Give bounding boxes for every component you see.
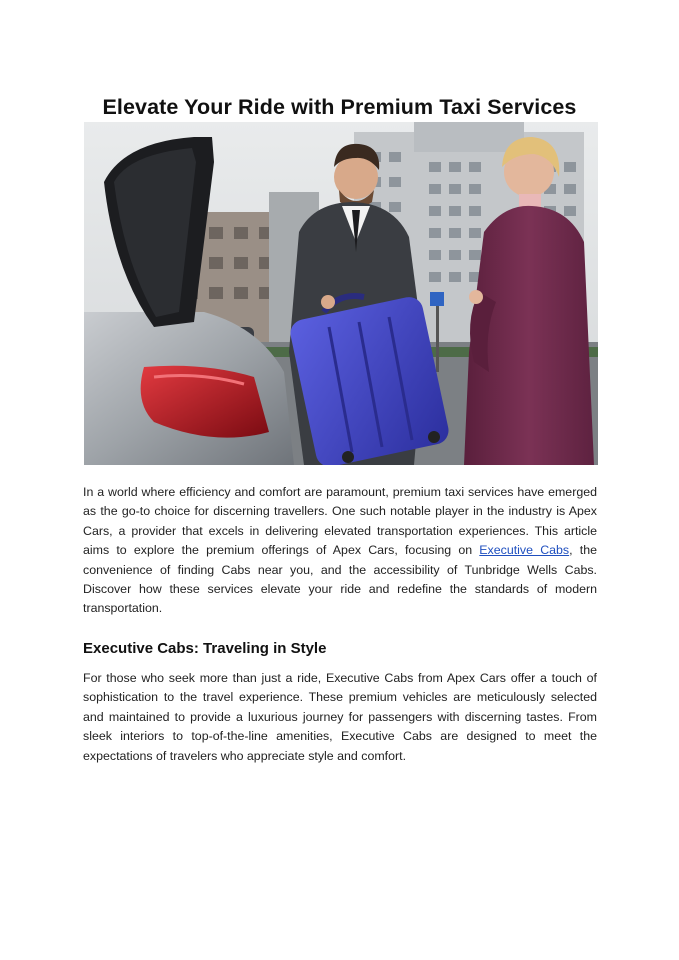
intro-paragraph	[83, 483, 597, 619]
hero-image	[84, 122, 598, 465]
section-paragraph: For those who seek more than just a ride, Executive Cabs from Apex Cars offer a touch of sophistication to the travel experience. These premium vehicles are meticulously selected and maintained to provide a luxurious journey for passengers with discerning tastes. From sleek interiors to top-of-the-line amenities, Executive Cabs are designed to meet the expectations of travelers who appreciate style and comfort.	[83, 671, 597, 763]
intro-text-after: , the convenience of finding Cabs near you, and the accessibility of Tunbridge Wells Cabs. Discover how these services elevate your ride and redefine the standards of modern transportation.	[83, 543, 597, 616]
section-heading: Executive Cabs: Traveling in Style	[83, 640, 327, 657]
page-title: Elevate Your Ride with Premium Taxi Services	[102, 95, 577, 120]
executive-cabs-link[interactable]: Executive Cabs	[479, 543, 570, 558]
intro-text-before: In a world where efficiency and comfort are paramount, premium taxi services have emerged as the go-to choice for discerning travellers. One such notable player in the industry is Apex Cars, a provider that excels in delivering elevated transportation experiences. This article aims to explore the premium offerings of Apex Cars, focusing on	[83, 485, 597, 558]
